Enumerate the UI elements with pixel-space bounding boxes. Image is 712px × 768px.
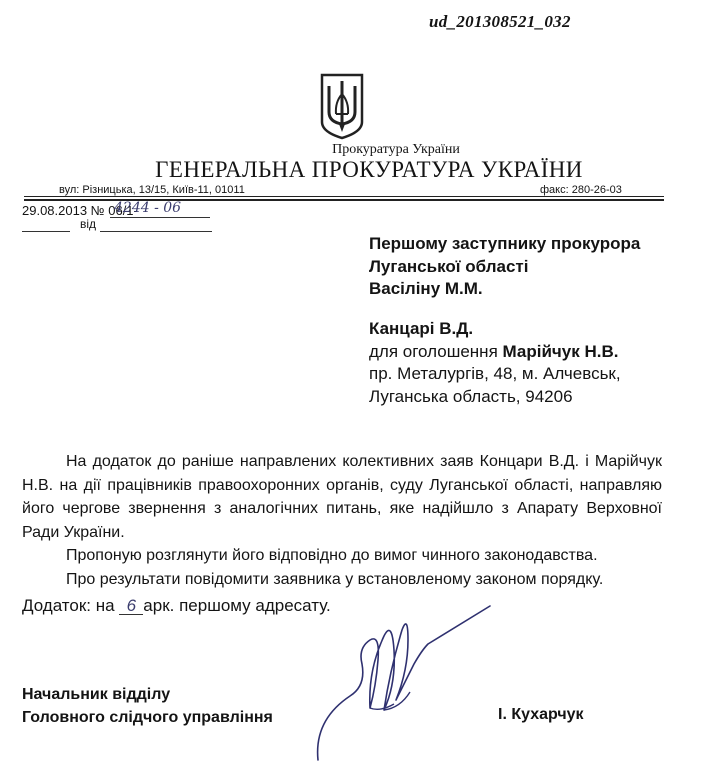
reference-blank-line <box>22 231 70 232</box>
recipient-block <box>369 233 640 301</box>
letter-body <box>22 450 662 591</box>
recipient-line: Васіліну М.М. <box>369 279 483 298</box>
recipient-line: Першому заступнику прокурора <box>369 234 641 253</box>
org-address: вул: Різницька, 13/15, Київ-11, 01011 <box>59 184 245 196</box>
signatory-title <box>22 683 273 729</box>
attachment-prefix: Додаток: на <box>22 596 115 615</box>
body-paragraph: Пропоную розглянути його відповідно до вимог чинного законодавства. <box>66 547 598 564</box>
reference-blank-line <box>100 231 212 232</box>
reference-date-number: 29.08.2013 № 06/1- <box>22 203 138 218</box>
body-paragraph: Про результати повідомити заявника у встановленому законом порядку. <box>66 570 604 588</box>
addressee-for-label: для оголошення <box>369 341 498 361</box>
addressee-for-line <box>369 341 621 364</box>
attachment-line <box>22 596 331 616</box>
addressee-name: Канцарі В.Д. <box>369 319 474 338</box>
reference-underline <box>110 217 210 218</box>
second-addressee-block <box>369 318 621 408</box>
addressee-address-line: пр. Металургів, 48, м. Алчевськ, <box>369 364 621 383</box>
signatory-title-line: Начальник відділу <box>22 686 171 703</box>
signatory-title-line: Головного слідчого управління <box>22 709 273 726</box>
addressee-address-line: Луганська область, 94206 <box>369 386 573 406</box>
body-paragraph: На додаток до раніше направлених колективних заяв Концари В.Д. і Марійчук Н.В. на дії працівників правоохоронних органів, суду Луганської області, направляю його чергове звернення з аналогічних питань, яке надійшло з Апарату Верховної Ради України. <box>22 453 662 541</box>
header-rule-thin <box>24 196 664 197</box>
signatory-name: І. Кухарчук <box>498 706 584 723</box>
attachment-handwritten-count: 6 <box>119 597 143 615</box>
handwritten-signature <box>310 600 510 768</box>
trident-emblem-icon <box>318 72 366 140</box>
attachment-suffix: арк. першому адресату. <box>143 596 331 615</box>
org-fax: факс: 280-26-03 <box>540 184 622 196</box>
recipient-line: Луганської області <box>369 256 529 276</box>
document-id: ud_201308521_032 <box>429 12 571 31</box>
addressee-for-name: Марійчук Н.В. <box>502 341 619 361</box>
reference-handwritten-number: 4244 - 06 <box>114 200 182 216</box>
reference-from-label: від <box>80 217 97 231</box>
org-name-large: ГЕНЕРАЛЬНА ПРОКУРАТУРА УКРАЇНИ <box>155 157 583 182</box>
org-name-small: Прокуратура України <box>332 142 460 157</box>
